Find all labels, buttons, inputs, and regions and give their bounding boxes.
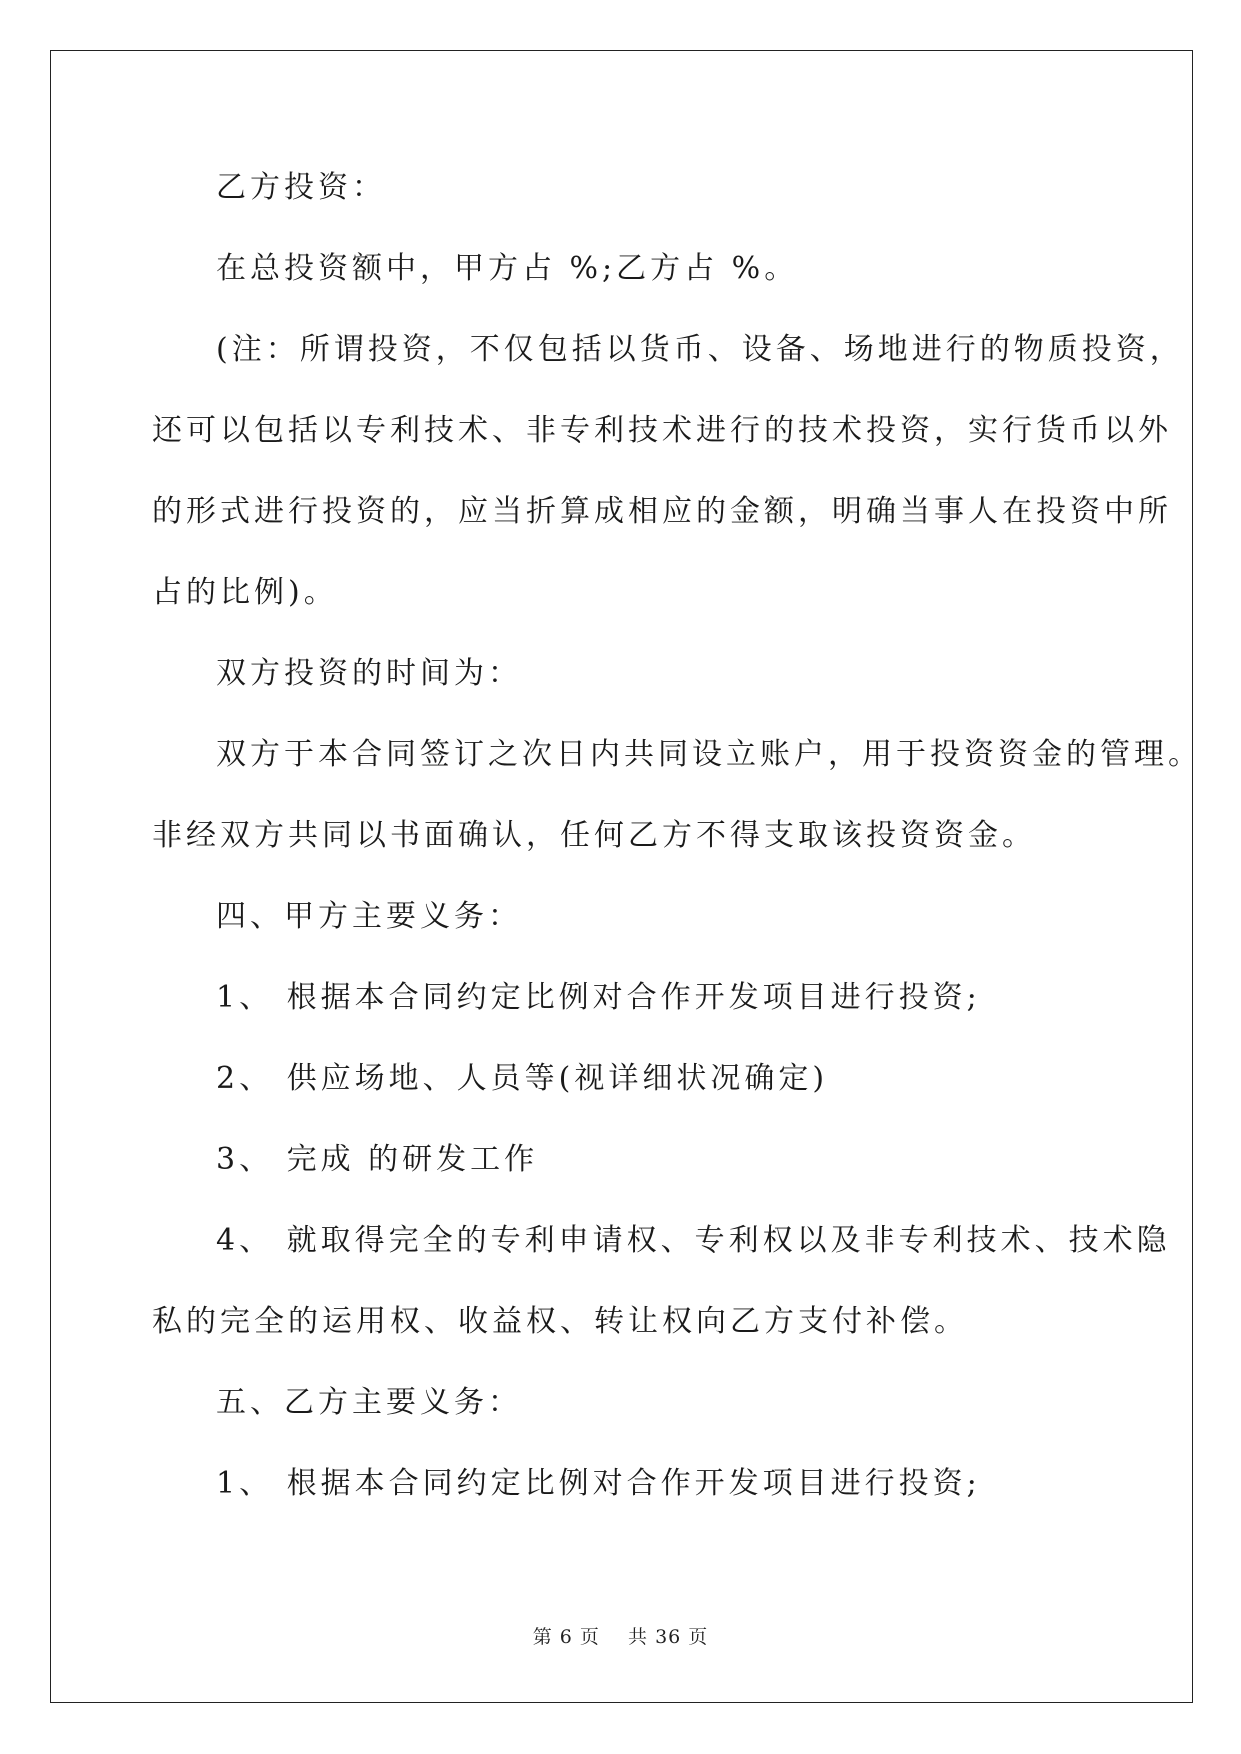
text-line-9: 非经双方共同以书面确认，任何乙方不得支取该投资资金。	[152, 818, 1036, 853]
text-line-5: 的形式进行投资的，应当折算成相应的金额，明确当事人在投资中所	[152, 494, 1172, 529]
document-body	[152, 168, 1202, 1545]
section-heading-5: 五、乙方主要义务：	[216, 1385, 522, 1420]
page-number: 第 6 页 共 36 页	[532, 1626, 709, 1648]
text-line-7: 双方投资的时间为：	[216, 656, 522, 691]
page-footer	[0, 1622, 1241, 1649]
text-line-2: 在总投资额中，甲方占 %;乙方占 %。	[216, 251, 799, 286]
text-line-8: 双方于本合同签订之次日内共同设立账户，用于投资资金的管理。	[216, 737, 1202, 772]
section-heading-4: 四、甲方主要义务：	[216, 899, 522, 934]
list-item: 1、 根据本合同约定比例对合作开发项目进行投资;	[216, 980, 981, 1015]
text-line-1: 乙方投资：	[216, 170, 386, 205]
list-item: 4、 就取得完全的专利申请权、专利权以及非专利技术、技术隐	[216, 1223, 1171, 1258]
text-line-3: (注：所谓投资，不仅包括以货币、设备、场地进行的物质投资，	[216, 332, 1184, 367]
list-item: 1、 根据本合同约定比例对合作开发项目进行投资;	[216, 1466, 981, 1501]
text-line-15: 私的完全的运用权、收益权、转让权向乙方支付补偿。	[152, 1304, 968, 1339]
list-item: 2、 供应场地、人员等(视详细状况确定)	[216, 1061, 829, 1096]
list-item: 3、 完成 的研发工作	[216, 1142, 539, 1177]
text-line-6: 占的比例)。	[152, 575, 338, 610]
text-line-4: 还可以包括以专利技术、非专利技术进行的技术投资，实行货币以外	[152, 413, 1172, 448]
